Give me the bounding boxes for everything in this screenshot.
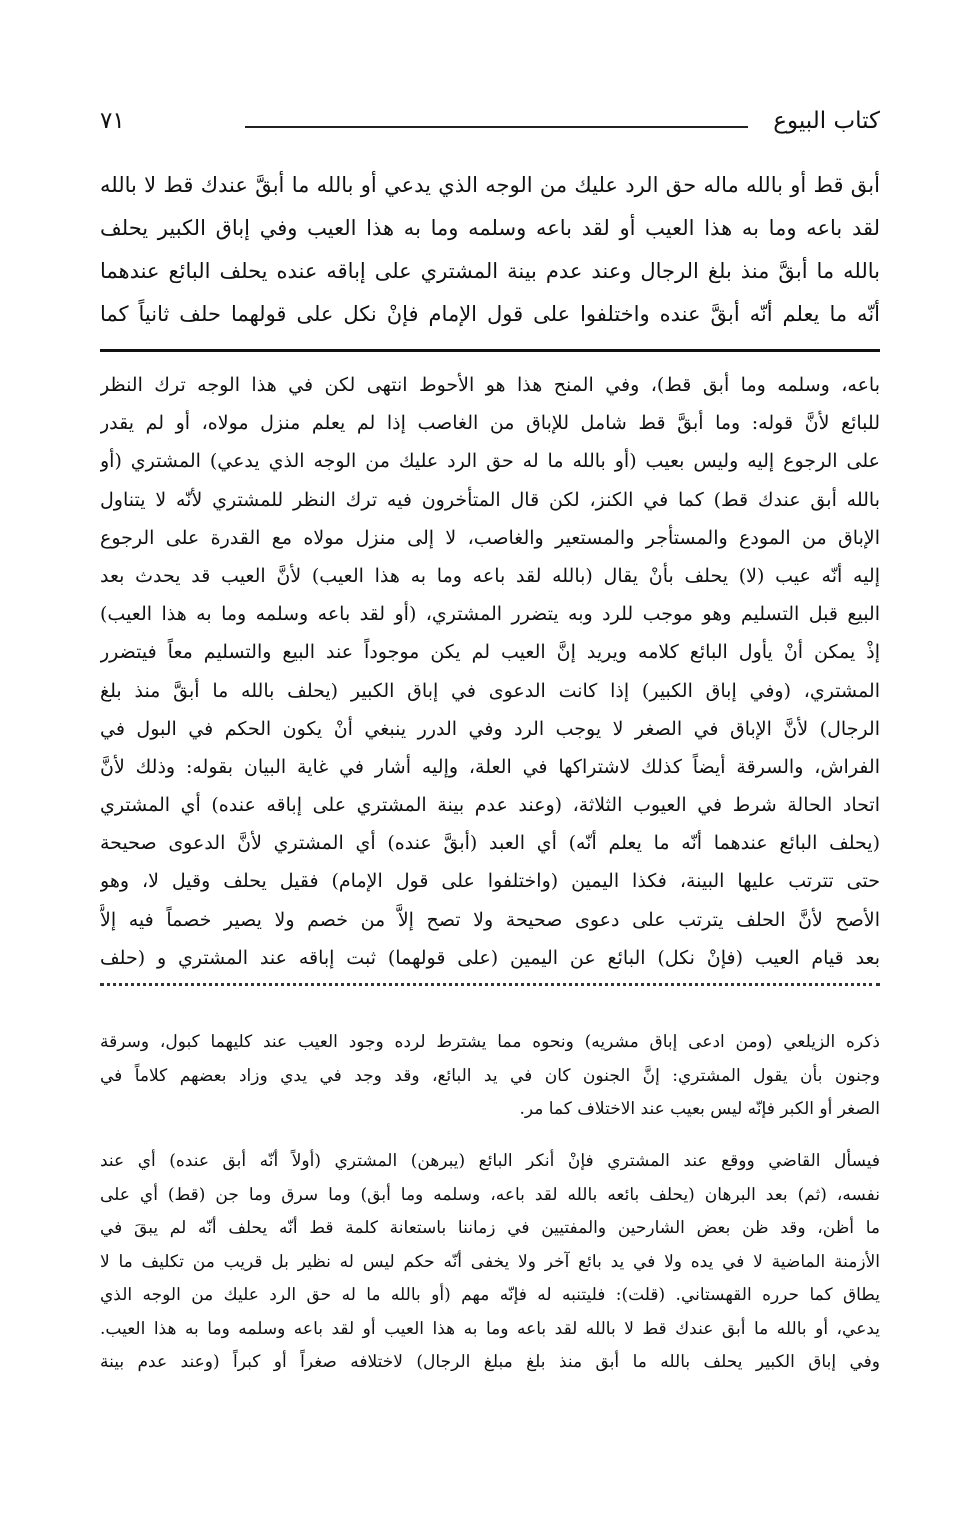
commentary-line: الأزمنة الماضية لا في يده ولا في يد بائع آخر ولا يخفى أنّه حكم ليس له نظير بل قريب من تكليف ما لا (100, 1251, 880, 1272)
main-text-separator (100, 349, 880, 352)
commentary-line: إذْ يمكن أنْ يأول البائع كلامه ويريد إنَّ العيب لم يكن موجوداً عند البيع والتسليم معاً فيتضرر (100, 641, 880, 664)
commentary-line: الأصح لأنَّ الحلف يترتب على دعوى صحيحة ولا تصح إلاَّ من خصم ولا يصير خصماً فيه إلاَّ (100, 908, 880, 931)
commentary-line: اتحاد الحالة شرط في العيوب الثلاثة، (وعند عدم بينة المشتري على إباقه عنده) أي المشتري (100, 794, 880, 817)
main-text-line: بالله ما أبقَّ منذ بلغ الرجال وعند عدم بينة المشتري على إباقه عنده يحلف البائع عندهما (100, 259, 880, 283)
commentary-line: (يحلف البائع عندهما أنّه ما يعلم أنّه) أي العبد (أبقَّ عنده) أي المشتري لأنَّ الدعوى صحيحة (100, 832, 880, 855)
commentary-second (100, 1026, 880, 1127)
page-header (100, 108, 880, 144)
commentary-line: ذكره الزيلعي (ومن ادعى إباق مشريه) ونحوه مما يشترط لرده وجود العيب عند كليهما كبول، وسرقة (100, 1032, 880, 1052)
book-title: كتاب البيوع (773, 108, 880, 134)
commentary-line: باعه، وسلمه وما أبق قط)، وفي المنح هذا هو الأحوط انتهى لكن في هذا الوجه ترك النظر (100, 374, 880, 396)
commentary-line: المشتري، (وفي إباق الكبير) إذا كانت الدعوى في إباق الكبير (يحلف بالله ما أبقَّ منذ بلغ (100, 679, 880, 702)
commentary-line: الإباق من المودع والمستأجر والمستعير والغاصب، لا إلى منزل مولاه مع القدرة على الرجوع (100, 526, 880, 549)
commentary-line: الصغر أو الكبر فإنّه ليس بعيب عند الاختلاف كما مر. (519, 1099, 880, 1119)
main-text-line: أنّه ما يعلم أنّه أبقَّ عنده واختلفوا على قول الإمام فإنْ نكل على قولهما حلف ثانياً كما (100, 302, 880, 326)
commentary-third (100, 1145, 880, 1380)
main-text (100, 164, 880, 336)
commentary-line: يدعي، أو بالله ما أبق عندك قط لا بالله لقد باعه وما به هذا العيب أو لقد باعه وسلمه وما به هذا العيب. (100, 1318, 880, 1339)
commentary-line: الرجال) لأنَّ الإباق في الصغر لا يوجب الرد وفي الدرر ينبغي أنْ يكون الحكم في البول في (100, 717, 880, 740)
main-text-line: أبق قط أو بالله ماله حق الرد عليك من الوجه الذي يدعي أو بالله ما أبقَّ عندك قط لا بالله (100, 173, 880, 197)
commentary-line: ما أظن، وقد ظن بعض الشارحين والمفتيين في زماننا باستعانة كلمة قط أنّه يحلف أنّه لم يبقَ في (100, 1218, 880, 1238)
commentary-line: بالله أبق عندك قط) كما في الكنز، لكن قال المتأخرون فيه ترك النظر للمشتري لأنّه لا يتناول (100, 488, 880, 511)
commentary-line: على الرجوع إليه وليس بعيب (أو بالله ما له حق الرد عليك من الوجه الذي يدعي) المشتري (أو (100, 450, 880, 473)
commentary-line: نفسه، (ثم) بعد البرهان (يحلف بائعه بالله لقد باعه، وسلمه وما أبق) وما سرق وما جن (قط) أي على (100, 1184, 880, 1205)
commentary-line: وجنون بأن يقول المشتري: إنَّ الجنون كان في يد البائع، وقد وجد في يدي وزاد بعضهم كلاماً في (100, 1065, 880, 1086)
commentary-line: وفي إباق الكبير يحلف بالله ما أبق منذ بلغ مبلغ الرجال) لاختلافه صغراً أو كبراً (وعند عدم بينة (100, 1352, 880, 1372)
commentary-line: البيع قبل التسليم وهو موجب للرد وبه يتضرر المشتري، (أو لقد باعه وسلمه وما به هذا العيب) (100, 603, 880, 626)
commentary-line: إليه أنّه عيب (لا) يحلف بأنْ يقال (بالله لقد باعه وما به هذا العيب) لأنَّ العيب قد يحدث بعد (100, 564, 880, 587)
commentary-line: الفراش، والسرقة أيضاً كذلك لاشتراكها في العلة، وإليه أشار في غاية البيان بقوله: وذلك لأنَّ (100, 755, 880, 778)
header-rule (245, 126, 748, 128)
commentary-line: بعد قيام العيب (فإنْ نكل) البائع عن اليمين (على قولهما) ثبت إباقه عند المشتري و (حلف (100, 946, 880, 969)
commentary-line: فيسأل القاضي ووقع عند المشتري فإنْ أنكر البائع (يبرهن) المشتري (أولاً أنّه أبق عنده) أي عند (100, 1151, 880, 1171)
commentary-line: يطاق كما حرره القهستاني. (قلت): فليتنبه له فإنّه مهم (أو بالله ما له حق الرد عليك من الوجه الذي (100, 1285, 880, 1305)
page-number: ٧١ (100, 108, 125, 134)
commentary-first (100, 366, 880, 977)
dotted-separator (100, 983, 880, 986)
commentary-line: حتى تترتب عليها البينة، فكذا اليمين (واختلفوا على قول الإمام) فقيل يحلف وقيل لا، وهو (100, 870, 880, 893)
commentary-line: للبائع لأنَّ قوله: وما أبقَّ قط شامل للإباق من الغاصب إذا لم يعلم منزل مولاه، أو لم يقدر (100, 412, 880, 435)
main-text-line: لقد باعه وما به هذا العيب أو لقد باعه وسلمه وما به هذا العيب وفي إباق الكبير يحلف (100, 216, 880, 240)
